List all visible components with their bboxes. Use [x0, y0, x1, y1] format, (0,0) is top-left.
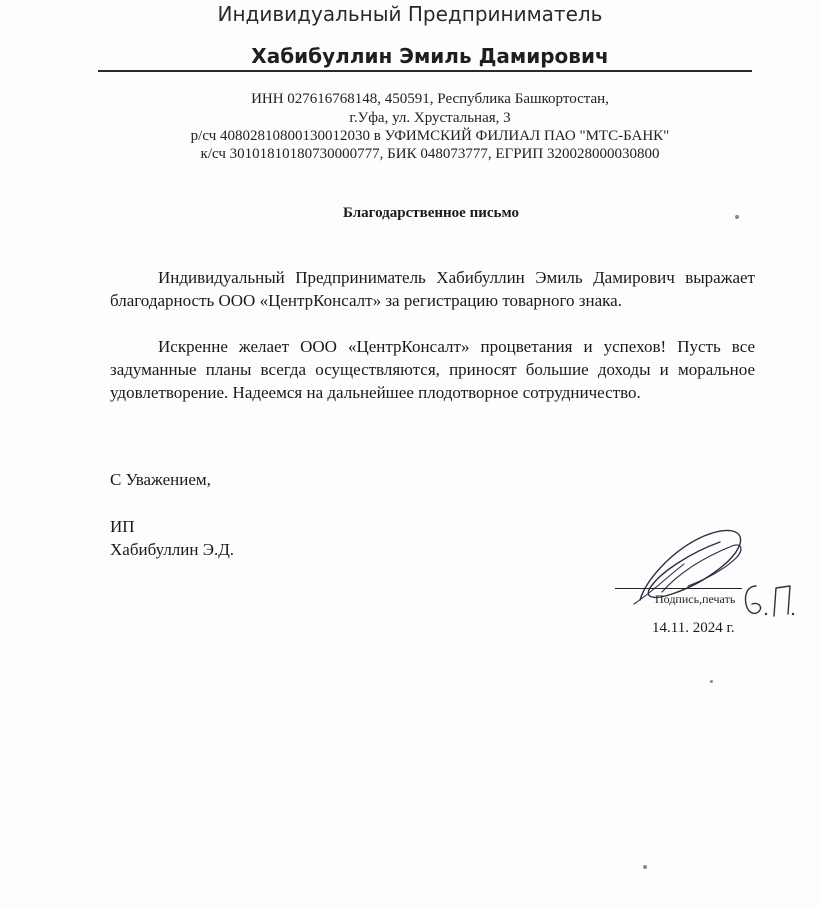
requisites-line-1: ИНН 027616768148, 450591, Республика Башкортостан,	[251, 91, 609, 107]
scan-speck	[710, 680, 713, 683]
paragraph-gratitude	[110, 266, 755, 312]
closing-signer: Хабибуллин Э.Д.	[110, 540, 235, 559]
scan-speck	[735, 215, 739, 219]
header-entrepreneur-name: Хабибуллин Эмиль Дамирович	[251, 44, 609, 68]
paragraph-wishes	[110, 335, 755, 404]
paragraph-wishes-text: Искренне желает ООО «ЦентрКонсалт» процветания и успехов! Пусть все задуманные планы всегда осуществляются, приносят большие доходы и моральное удовлетворение. Надеемся на дальнейшее плодотворное сотрудничество.	[110, 337, 755, 402]
header-divider	[98, 70, 752, 72]
header-title: Индивидуальный Предприниматель	[217, 2, 603, 26]
requisites-line-3: р/сч 40802810800130012030 в УФИМСКИЙ ФИЛИАЛ ПАО "МТС-БАНК"	[190, 128, 670, 144]
requisites-line-4: к/сч 30101810180730000777, БИК 048073777, ЕГРИП 320028000030800	[200, 146, 660, 162]
signature-caption: Подпись,печать	[655, 592, 736, 606]
paragraph-gratitude-text: Индивидуальный Предприниматель Хабибуллин Эмиль Дамирович выражает благодарность ООО «ЦентрКонсалт» за регистрацию товарного знака.	[110, 268, 755, 310]
closing-role: ИП	[110, 517, 135, 536]
signature-line	[615, 588, 742, 589]
scan-speck	[643, 865, 647, 869]
letter-date: 14.11. 2024 г.	[652, 620, 735, 636]
handwritten-initials	[738, 580, 798, 625]
document-title: Благодарственное письмо	[343, 205, 519, 221]
closing-regards: С Уважением,	[110, 470, 211, 489]
requisites-line-2: г.Уфа, ул. Хрустальная, 3	[349, 110, 511, 126]
